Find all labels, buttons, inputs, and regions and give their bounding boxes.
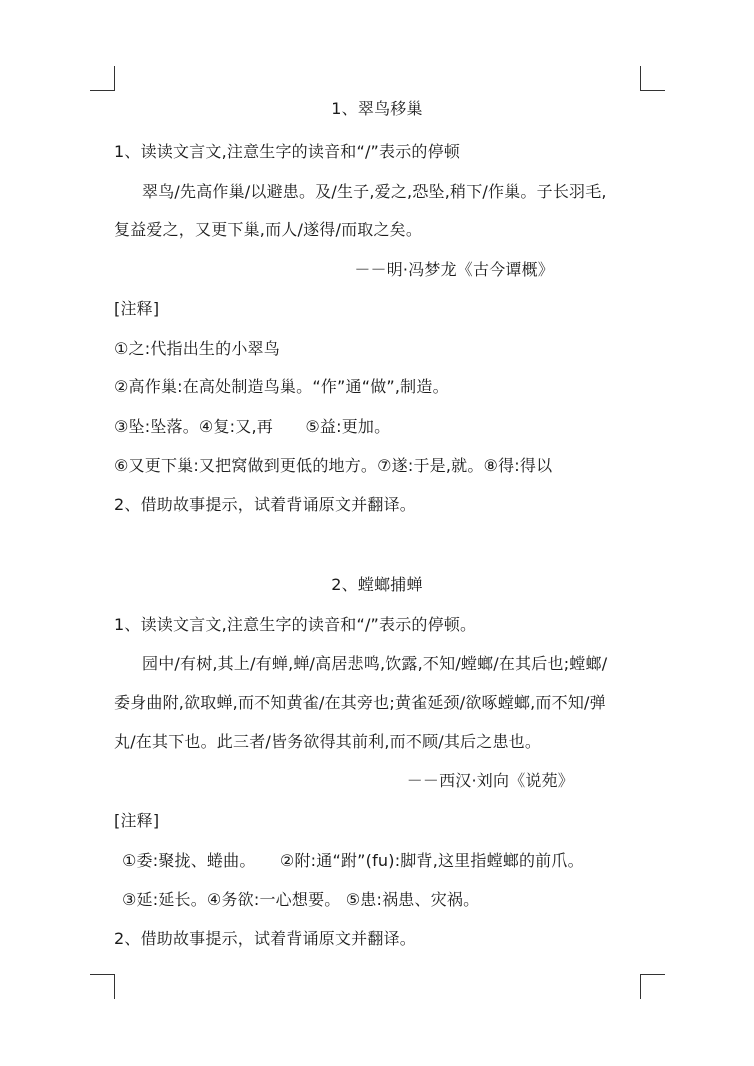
section-title: 2、螳螂捕蝉 [331,575,423,594]
task-read-instruction: 1、读读文言文,注意生字的读音和“/”表示的停顿。 [114,615,477,634]
task-read-instruction: 1、读读文言文,注意生字的读音和“/”表示的停顿 [114,142,461,161]
task-recite-instruction: 2、借助故事提示，试着背诵原文并翻译。 [114,495,416,514]
passage-line: 丸/在其下也。此三者/皆务欲得其前利,而不顾/其后之患也。 [114,732,542,751]
note-item: ①之:代指出生的小翠鸟 [114,339,280,358]
passage-line: 翠鸟/先高作巢/以避患。及/生子,爱之,恐坠,稍下/作巢。子长羽毛, [142,182,607,201]
section-title: 1、翠鸟移巢 [331,99,423,118]
crop-mark-top-right [640,66,665,91]
passage-source: －－西汉·刘向《说苑》 [406,771,574,790]
note-item: ②高作巢:在高处制造鸟巢。“作”通“做”,制造。 [114,377,449,396]
passage-line: 委身曲附,欲取蝉,而不知黄雀/在其旁也;黄雀延颈/欲啄螳螂,而不知/弹 [114,693,606,712]
crop-mark-bottom-left [90,974,115,999]
passage-line: 复益爱之，又更下巢,而人/遂得/而取之矣。 [114,220,423,239]
note-item: ③延:延长。④务欲:一心想要。 ⑤患:祸患、灾祸。 [122,890,480,909]
crop-mark-bottom-right [640,974,665,999]
crop-mark-top-left [90,66,115,91]
notes-heading: [注释] [114,811,160,830]
note-item: ⑥又更下巢:又把窝做到更低的地方。⑦遂:于是,就。⑧得:得以 [114,456,553,475]
passage-line: 园中/有树,其上/有蝉,蝉/高居悲鸣,饮露,不知/螳螂/在其后也;螳螂/ [142,654,608,673]
task-recite-instruction: 2、借助故事提示，试着背诵原文并翻译。 [114,929,416,948]
note-item: ①委:聚拢、蜷曲。 ②附:通“跗”(fu):脚背,这里指螳螂的前爪。 [122,851,584,870]
notes-heading: [注释] [114,299,160,318]
passage-source: －－明·冯梦龙《古今谭概》 [354,260,554,279]
note-item: ③坠:坠落。④复:又,再 ⑤益:更加。 [114,417,391,436]
